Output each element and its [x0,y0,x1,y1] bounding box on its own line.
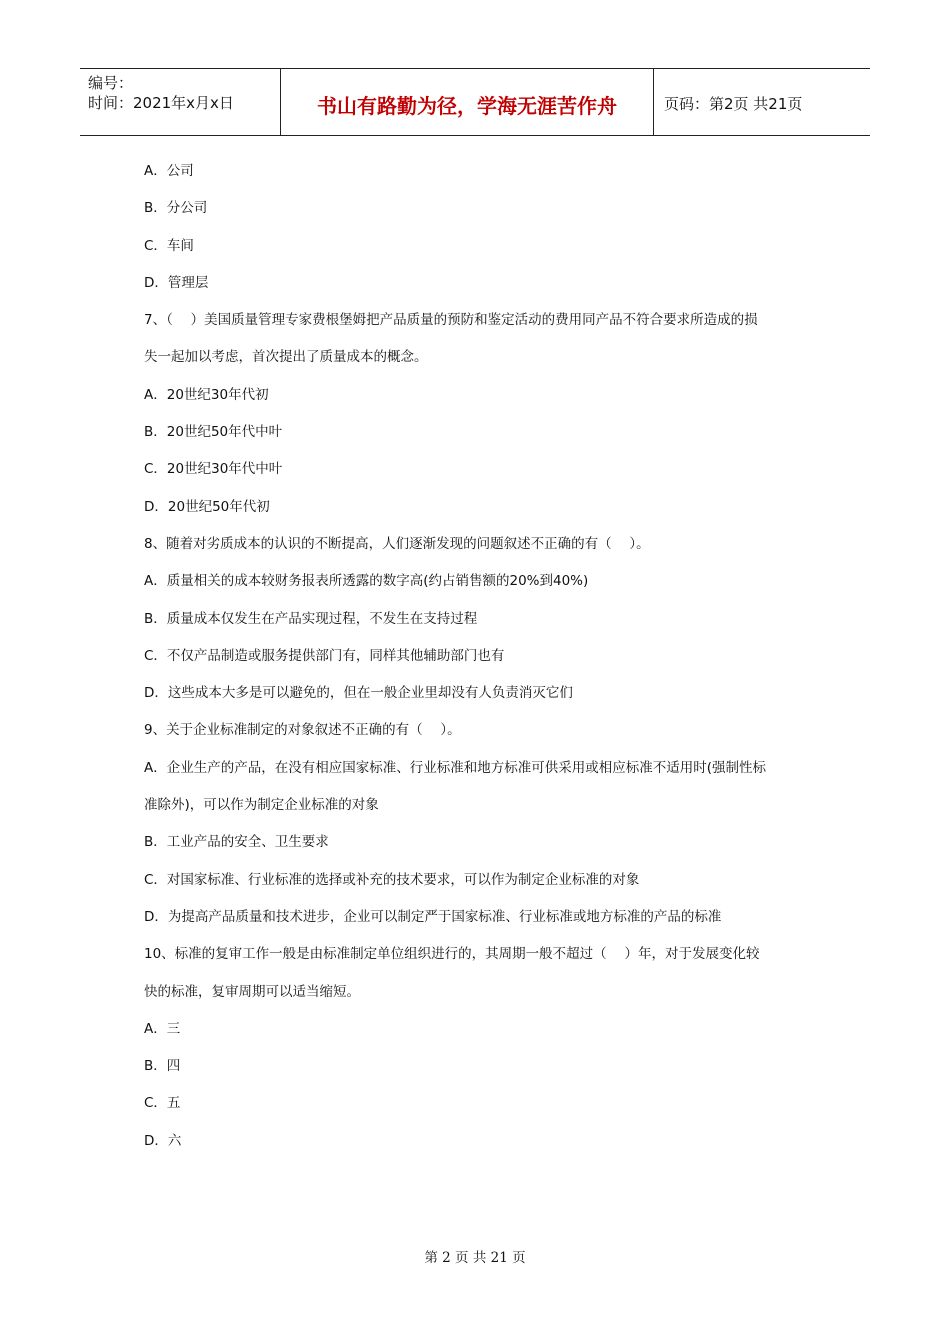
header-page-info: 页码：第2页 共21页 [664,94,803,113]
q10-option-b: B．四 [144,1058,181,1075]
q7-option-d: D．20世纪50年代初 [144,498,270,515]
option-b: B．分公司 [144,200,208,217]
question-9: 9、关于企业标准制定的对象叙述不正确的有（ ）。 [144,722,461,739]
page-header [80,68,870,136]
option-a: A．公司 [144,163,194,179]
q8-option-b: B．质量成本仅发生在产品实现过程，不发生在支持过程 [144,610,478,627]
q10-option-d: D．六 [144,1132,182,1149]
q7-option-a: A．20世纪30年代初 [144,386,269,403]
number-label: 编号： [88,74,134,92]
question-7-cont: 失一起加以考虑，首次提出了质量成本的概念。 [144,349,428,366]
q7-option-b: B．20世纪50年代中叶 [144,424,283,441]
question-10: 10、标准的复审工作一般是由标准制定单位组织进行的，其周期一般不超过（ ）年，对于发展变化较 [144,946,760,963]
q9-option-a: A．企业生产的产品，在没有相应国家标准、行业标准和地方标准可供采用或相应标准不适用时(强制性标 [144,759,767,776]
question-10-cont: 快的标准，复审周期可以适当缩短。 [144,983,360,1000]
option-c: C．车间 [144,237,194,254]
option-d: D．管理层 [144,274,209,291]
q9-option-a-cont: 准除外)，可以作为制定企业标准的对象 [144,797,379,814]
header-motto: 书山有路勤为径，学海无涯苦作舟 [281,69,654,135]
q8-option-a: A．质量相关的成本较财务报表所透露的数字高(约占销售额的20%到40%) [144,573,589,590]
q10-option-c: C．五 [144,1095,181,1112]
q9-option-c: C．对国家标准、行业标准的选择或补充的技术要求，可以作为制定企业标准的对象 [144,871,640,888]
time-label: 时间：2021年x月x日 [88,94,234,112]
q8-option-d: D．这些成本大多是可以避免的，但在一般企业里却没有人负责消灭它们 [144,685,573,702]
q7-option-c: C．20世纪30年代中叶 [144,461,283,478]
question-8: 8、随着对劣质成本的认识的不断提高，人们逐渐发现的问题叙述不正确的有（ ）。 [144,535,650,552]
q10-option-a: A．三 [144,1020,181,1037]
q8-option-c: C．不仅产品制造或服务提供部门有，同样其他辅助部门也有 [144,647,505,664]
q9-option-d: D．为提高产品质量和技术进步，企业可以制定严于国家标准、行业标准或地方标准的产品的标准 [144,908,722,925]
page-footer: 第 2 页 共 21 页 [424,1250,526,1266]
document-body [144,160,824,1167]
question-7: 7、（ ）美国质量管理专家费根堡姆把产品质量的预防和鉴定活动的费用同产品不符合要求所造成的损 [144,312,758,329]
q9-option-b: B．工业产品的安全、卫生要求 [144,834,329,851]
header-meta [80,69,281,135]
